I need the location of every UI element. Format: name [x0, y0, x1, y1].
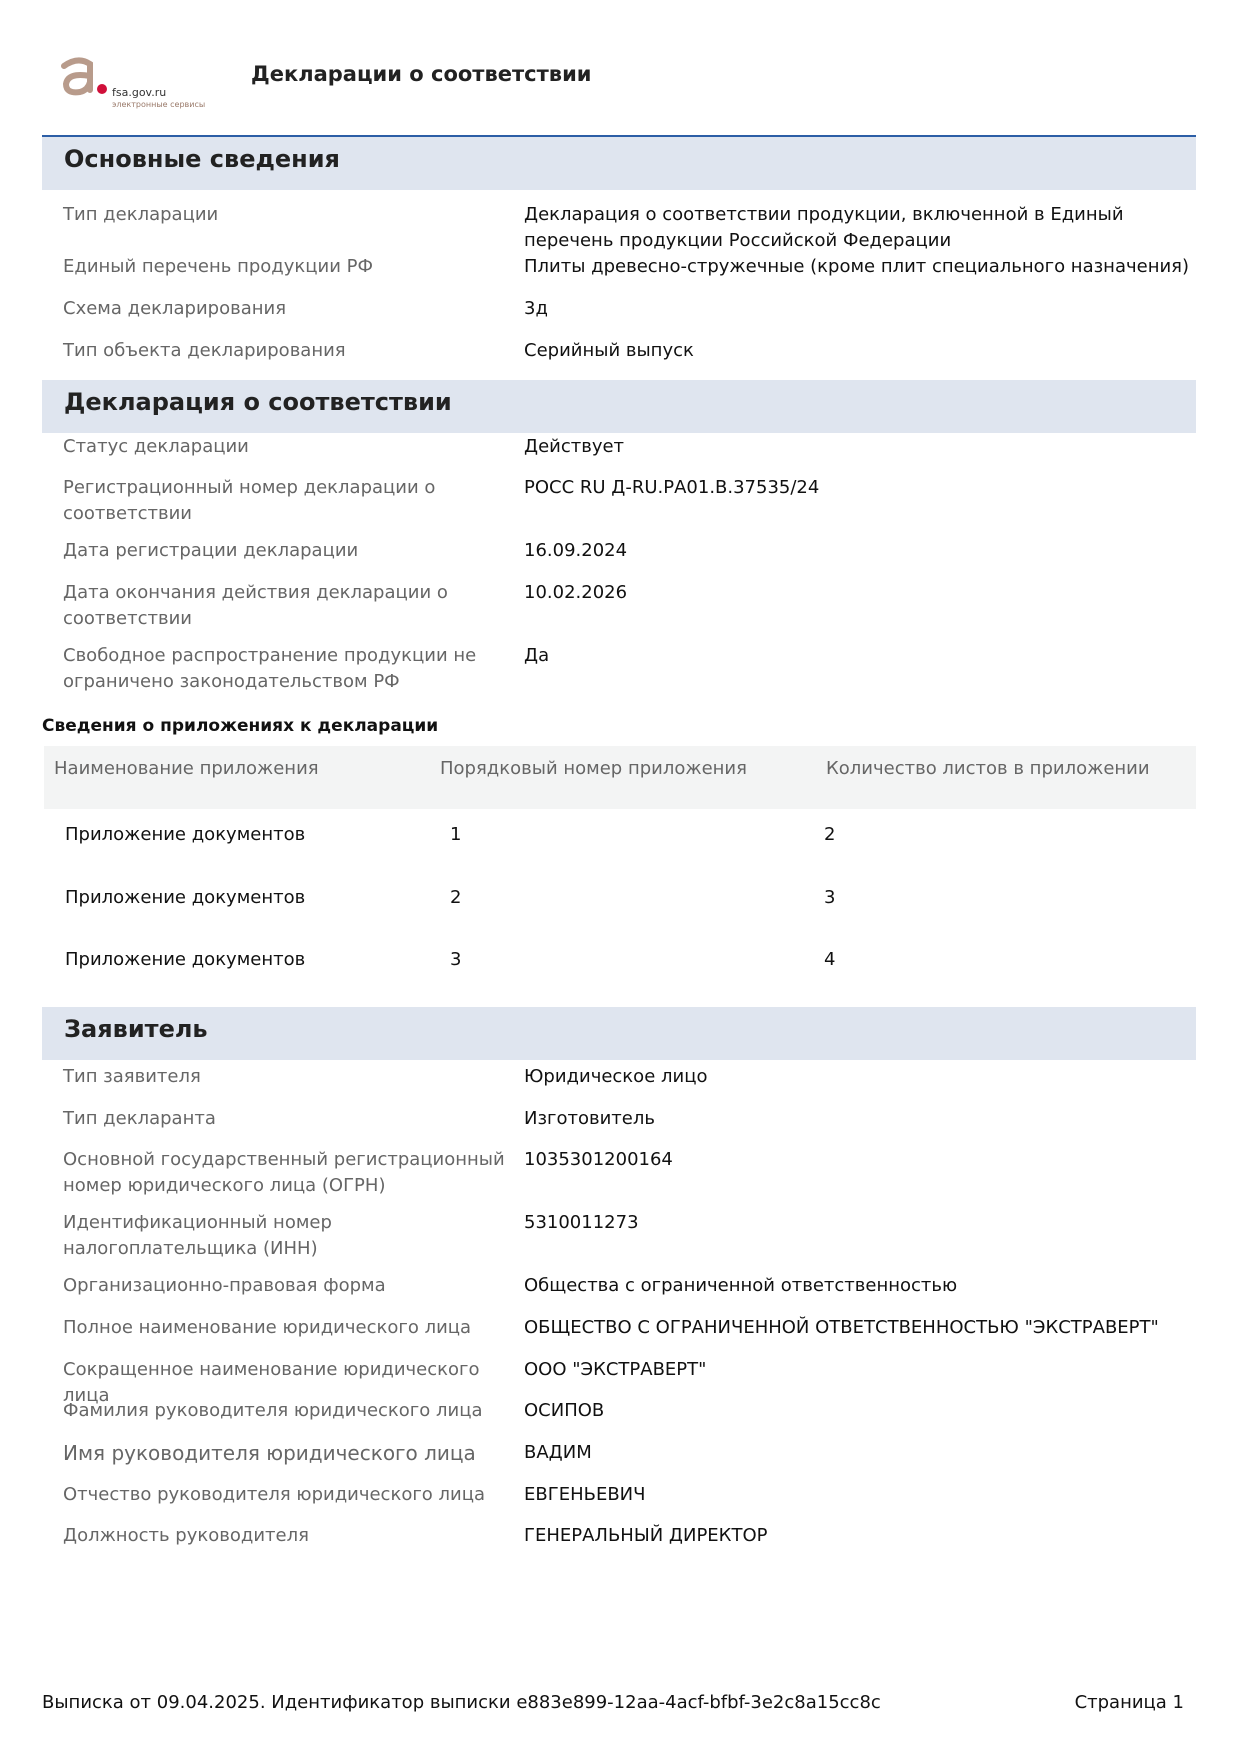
section-title: Основные сведения — [64, 145, 340, 173]
page-title: Декларации о соответствии — [251, 62, 592, 86]
section-title: Декларация о соответствии — [64, 388, 452, 416]
field-label: Основной государственный регистрационный номер юридического лица (ОГРН) — [63, 1149, 505, 1196]
field-value: 3д — [524, 298, 548, 319]
table-cell: 2 — [450, 887, 462, 908]
field-value: ООО "ЭКСТРАВЕРТ" — [524, 1359, 707, 1380]
field-label: Имя руководителя юридического лица — [63, 1441, 476, 1465]
column-header: Количество листов в приложении — [826, 758, 1150, 779]
column-header: Порядковый номер приложения — [440, 758, 747, 779]
table-cell: 2 — [824, 824, 836, 845]
field-value: 16.09.2024 — [524, 540, 628, 561]
page-number: Страница 1 — [1074, 1692, 1184, 1713]
field-value: Декларация о соответствии продукции, включенной в Единый перечень продукции Российской Федерации — [524, 204, 1124, 251]
field-value: Плиты древесно-стружечные (кроме плит специального назначения) — [524, 256, 1190, 277]
field-value: Общества с ограниченной ответственностью — [524, 1275, 958, 1296]
field-label: Статус декларации — [63, 436, 249, 457]
field-value: Да — [524, 645, 550, 666]
field-label: Тип декларации — [63, 204, 219, 225]
section-main — [42, 137, 1196, 190]
field-value: Действует — [524, 436, 625, 457]
field-value: 5310011273 — [524, 1212, 639, 1233]
page-header — [0, 0, 1240, 135]
field-value: Юридическое лицо — [524, 1066, 708, 1087]
field-value: Серийный выпуск — [524, 340, 694, 361]
field-label: Отчество руководителя юридического лица — [63, 1484, 486, 1505]
logo-subtitle: электронные сервисы — [112, 100, 206, 109]
field-label: Фамилия руководителя юридического лица — [63, 1400, 483, 1421]
field-value: ГЕНЕРАЛЬНЫЙ ДИРЕКТОР — [524, 1525, 768, 1546]
field-label: Тип объекта декларирования — [63, 340, 346, 361]
table-cell: 1 — [450, 824, 462, 845]
logo-domain: fsa.gov.ru — [112, 86, 167, 99]
field-value: Изготовитель — [524, 1108, 655, 1129]
section-applicant — [42, 1007, 1196, 1060]
field-label: Дата окончания действия декларации о соответствии — [63, 582, 448, 629]
field-value: ОСИПОВ — [524, 1400, 605, 1421]
field-label: Должность руководителя — [63, 1525, 309, 1546]
extract-identifier: Выписка от 09.04.2025. Идентификатор выписки e883e899-12aa-4acf-bfbf-3e2c8a15cc8c — [42, 1692, 881, 1713]
field-label: Свободное распространение продукции не ограничено законодательством РФ — [63, 645, 477, 692]
field-value: 10.02.2026 — [524, 582, 628, 603]
field-label: Сокращенное наименование юридического лица — [63, 1359, 480, 1406]
field-value: РОСС RU Д-RU.РА01.В.37535/24 — [524, 477, 820, 498]
field-label: Полное наименование юридического лица — [63, 1317, 472, 1338]
field-label: Единый перечень продукции РФ — [63, 256, 373, 277]
field-label: Тип декларанта — [63, 1108, 216, 1129]
table-cell: Приложение документов — [65, 949, 306, 970]
field-label: Тип заявителя — [63, 1066, 201, 1087]
column-header: Наименование приложения — [54, 758, 319, 779]
field-label: Идентификационный номер налогоплательщика (ИНН) — [63, 1212, 332, 1259]
field-label: Дата регистрации декларации — [63, 540, 359, 561]
table-cell: 3 — [450, 949, 462, 970]
field-value: ОБЩЕСТВО С ОГРАНИЧЕННОЙ ОТВЕТСТВЕННОСТЬЮ "ЭКСТРАВЕРТ" — [524, 1317, 1159, 1338]
field-value: 1035301200164 — [524, 1149, 673, 1170]
field-label: Схема декларирования — [63, 298, 287, 319]
table-cell: Приложение документов — [65, 887, 306, 908]
attachments-heading: Сведения о приложениях к декларации — [42, 716, 439, 736]
fsa-logo — [58, 56, 218, 114]
table-cell: Приложение документов — [65, 824, 306, 845]
fsa-logo-icon — [58, 56, 112, 100]
table-cell: 3 — [824, 887, 836, 908]
table-cell: 4 — [824, 949, 836, 970]
field-value: ЕВГЕНЬЕВИЧ — [524, 1484, 646, 1505]
field-label: Организационно-правовая форма — [63, 1275, 386, 1296]
field-label: Регистрационный номер декларации о соответствии — [63, 477, 436, 524]
section-title: Заявитель — [64, 1015, 208, 1043]
section-declaration — [42, 380, 1196, 433]
field-value: ВАДИМ — [524, 1442, 592, 1463]
attachments-table-header — [44, 746, 1196, 809]
